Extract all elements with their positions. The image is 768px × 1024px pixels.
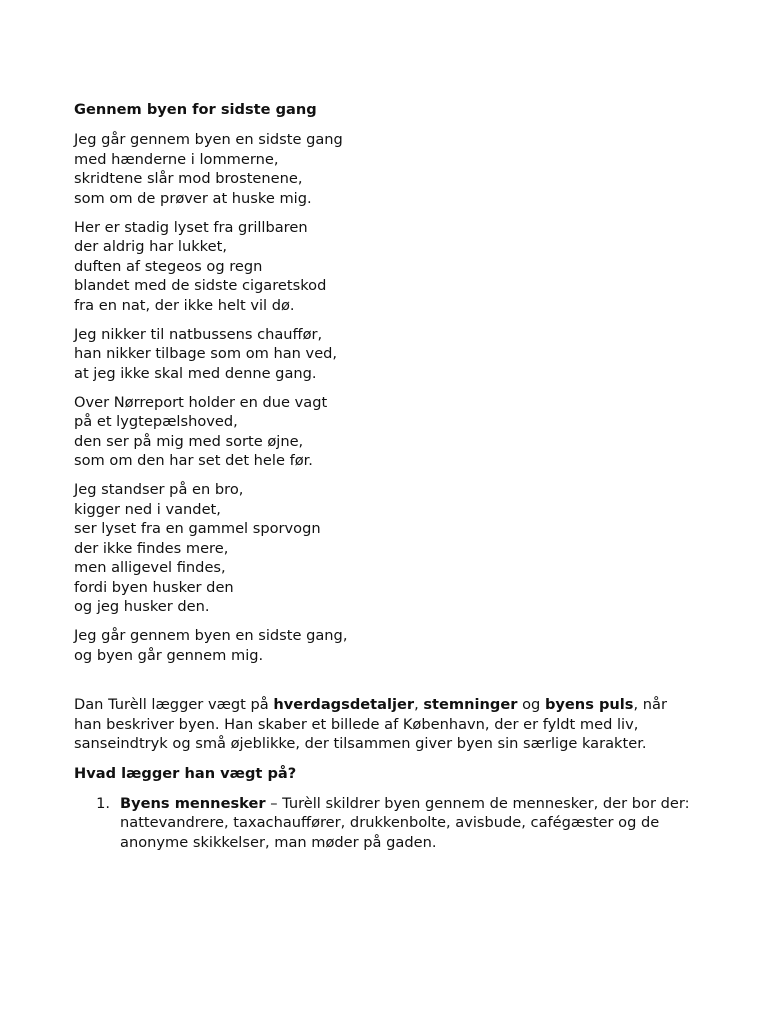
commentary-intro: Dan Turèll lægger vægt på (74, 696, 274, 713)
question-heading: Hvad lægger han vægt på? (74, 764, 297, 782)
term-stemninger: stemninger (423, 696, 518, 713)
commentary-rest: , når han beskriver byen. Han skaber et billede af København, der er fyldt med liv, sanseindtryk og små øjeblikke, der tilsammen giver byen sin særlige karakter. (74, 696, 667, 752)
poem-line: fra en nat, der ikke helt vil dø. (74, 296, 295, 314)
poem-line: på et lygtepælshoved, (74, 413, 238, 430)
list-item-number: 1. (96, 794, 110, 812)
term-byens-puls: byens puls (544, 696, 634, 713)
commentary-paragraph (74, 695, 694, 754)
list-item (74, 794, 694, 853)
term-hverdagsdetaljer: hverdagsdetaljer (273, 696, 415, 713)
poem-line: blandet med de sidste cigaretskod (74, 277, 327, 294)
poem-line: skridtene slår mod brostenene, (74, 170, 303, 187)
poem-stanza (74, 325, 694, 384)
numbered-list (74, 794, 694, 853)
poem-line: og byen går gennem mig. (74, 646, 264, 664)
poem-stanza (74, 626, 694, 665)
poem-line: kigger ned i vandet, (74, 500, 221, 518)
poem-body (74, 130, 694, 665)
poem-line: og jeg husker den. (74, 598, 210, 615)
poem-line: som om de prøver at huske mig. (74, 189, 312, 207)
poem-line: Jeg går gennem byen en sidste gang, (74, 627, 348, 644)
document-page (74, 100, 694, 852)
poem-stanza (74, 130, 694, 208)
list-item-body (120, 794, 694, 853)
poem-line: Jeg nikker til natbussens chauffør, (74, 325, 323, 343)
poem-line: der ikke findes mere, (74, 539, 229, 557)
poem-stanza (74, 393, 694, 471)
poem-line: men alligevel findes, (74, 559, 226, 576)
poem-line: der aldrig har lukket, (74, 238, 227, 255)
poem-line: Jeg standser på en bro, (74, 481, 244, 498)
poem-line: at jeg ikke skal med denne gang. (74, 364, 317, 382)
poem-line: han nikker tilbage som om han ved, (74, 345, 338, 362)
poem-line: Jeg går gennem byen en sidste gang (74, 131, 343, 148)
poem-title: Gennem byen for sidste gang (74, 101, 317, 118)
poem-line: som om den har set det hele før. (74, 452, 313, 469)
poem-line: fordi byen husker den (74, 578, 234, 596)
poem-line: Over Nørreport holder en due vagt (74, 393, 328, 411)
list-item-text: – Turèll skildrer byen gennem de mennesker, der bor der: nattevandrere, taxachauffører, drukkenbolte, avisbude, cafégæster og de anonyme skikkelser, man møder på gaden. (120, 794, 690, 851)
poem-line: den ser på mig med sorte øjne, (74, 432, 304, 450)
commentary-sep1: , (414, 696, 424, 713)
poem-stanza (74, 480, 694, 617)
commentary-sep2: og (517, 696, 545, 713)
poem-line: med hænderne i lommerne, (74, 150, 279, 168)
poem-line: ser lyset fra en gammel sporvogn (74, 520, 321, 537)
list-item-heading: Byens mennesker (120, 794, 266, 812)
poem-line: duften af stegeos og regn (74, 257, 263, 275)
poem-line: Her er stadig lyset fra grillbaren (74, 218, 308, 236)
poem-stanza (74, 218, 694, 316)
